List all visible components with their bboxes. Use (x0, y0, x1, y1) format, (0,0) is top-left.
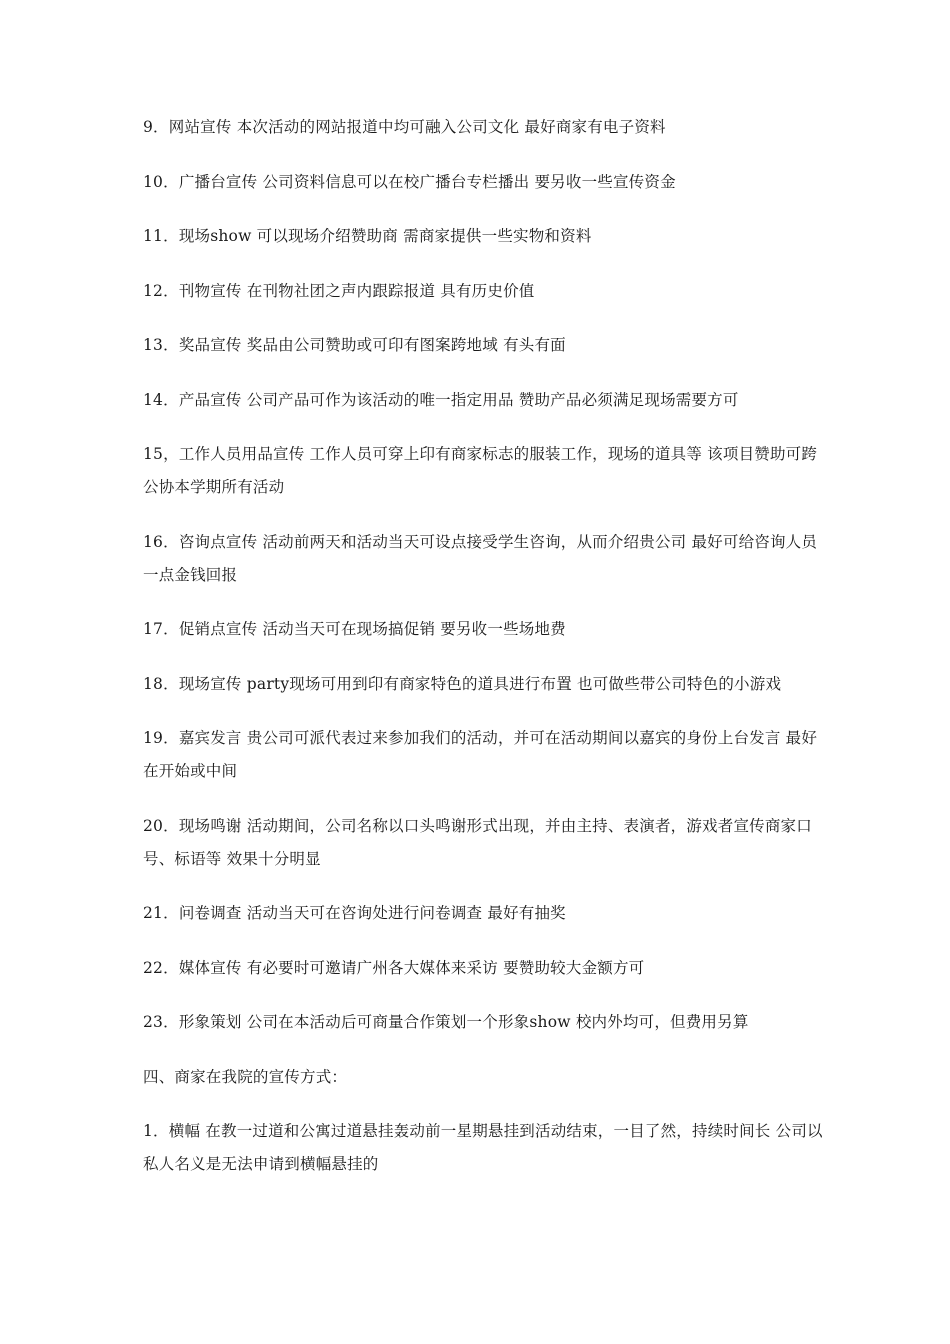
paragraph-item-11: 11．现场show 可以现场介绍赞助商 需商家提供一些实物和资料 (143, 227, 592, 245)
paragraph-item-22: 22．媒体宣传 有必要时可邀请广州各大媒体来采访 要赞助较大金额方可 (143, 958, 645, 977)
paragraph-item-21: 21．问卷调查 活动当天可在咨询处进行问卷调查 最好有抽奖 (143, 904, 566, 922)
paragraph-item-16: 16．咨询点宣传 活动前两天和活动当天可设点接受学生咨询，从而介绍贵公司 最好可给咨询人员一点金钱回报 (143, 532, 818, 584)
paragraph-item-15: 15，工作人员用品宣传 工作人员可穿上印有商家标志的服装工作，现场的道具等 该项目赞助可跨公协本学期所有活动 (143, 445, 818, 496)
paragraph-item-14: 14．产品宣传 公司产品可作为该活动的唯一指定用品 赞助产品必须满足现场需要方可 (143, 390, 739, 409)
section-heading: 四、商家在我院的宣传方式： (143, 1067, 348, 1086)
document-body (143, 111, 823, 1203)
paragraph-item-13: 13．奖品宣传 奖品由公司赞助或可印有图案跨地域 有头有面 (143, 336, 566, 354)
paragraph-item-12: 12．刊物宣传 在刊物社团之声内跟踪报道 具有历史价值 (143, 281, 535, 300)
paragraph-item-23: 23．形象策划 公司在本活动后可商量合作策划一个形象show 校内外均可，但费用另算 (143, 1013, 749, 1031)
paragraph-item-banner: 1．横幅 在教一过道和公寓过道悬挂轰动前一星期悬挂到活动结束，一目了然，持续时间长 公司以私人名义是无法申请到横幅悬挂的 (143, 1122, 823, 1173)
paragraph-item-9: 9．网站宣传 本次活动的网站报道中均可融入公司文化 最好商家有电子资料 (143, 118, 666, 136)
paragraph-item-18: 18．现场宣传 party现场可用到印有商家特色的道具进行布置 也可做些带公司特色的小游戏 (143, 674, 782, 693)
paragraph-item-17: 17．促销点宣传 活动当天可在现场搞促销 要另收一些场地费 (143, 620, 566, 638)
paragraph-item-19: 19．嘉宾发言 贵公司可派代表过来参加我们的活动，并可在活动期间以嘉宾的身份上台发言 最好在开始或中间 (143, 729, 818, 780)
paragraph-item-10: 10．广播台宣传 公司资料信息可以在校广播台专栏播出 要另收一些宣传资金 (143, 172, 676, 191)
paragraph-item-20: 20．现场鸣谢 活动期间，公司名称以口头鸣谢形式出现，并由主持、表演者，游戏者宣传商家口号、标语等 效果十分明显 (143, 816, 812, 868)
